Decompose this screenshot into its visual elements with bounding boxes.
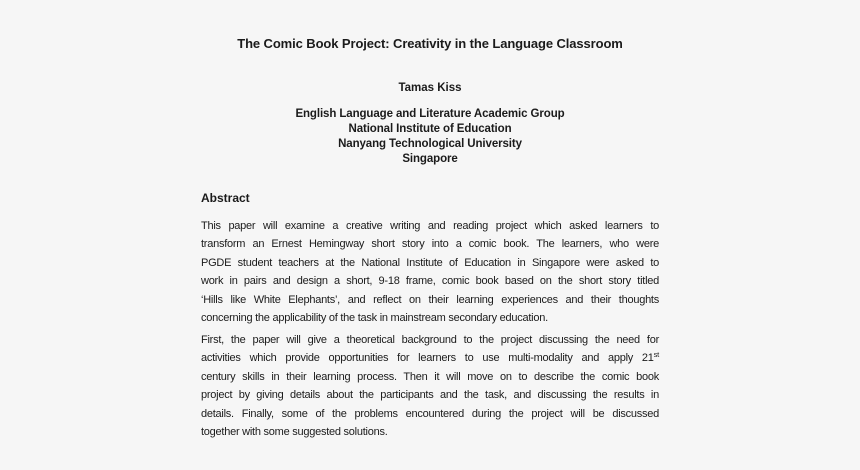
affiliation-line: Nanyang Technological University — [338, 138, 522, 150]
paragraph-line — [201, 349, 659, 367]
author-name: Tamas Kiss — [398, 82, 462, 94]
paper-title: The Comic Book Project: Creativity in the Language Classroom — [237, 36, 623, 51]
paragraph-line: concerning the applicability of the task in mainstream secondary education. — [201, 311, 548, 324]
paragraph-line: together with some suggested solutions. — [201, 425, 388, 438]
affiliation-line: English Language and Literature Academic Group — [295, 108, 565, 120]
paragraph-line: PGDE student teachers at the National Institute of Education in Singapore were asked to — [201, 256, 659, 269]
paragraph-line: project by giving details about the participants and the task, and discussing the results in — [201, 389, 659, 402]
ordinal-superscript: st — [653, 349, 659, 359]
affiliation-block — [201, 107, 659, 167]
paragraph-line: transform an Ernest Hemingway short story into a comic book. The learners, who were — [201, 238, 659, 251]
paragraph-line: This paper will examine a creative writing and reading project which asked learners to — [201, 220, 659, 232]
paragraph-line: work in pairs and design a short, 9-18 frame, comic book based on the short story titled — [201, 275, 659, 288]
abstract-paragraph-1 — [201, 217, 659, 327]
paper-content — [201, 0, 659, 470]
affiliation-line: National Institute of Education — [348, 123, 512, 135]
paragraph-line: details. Finally, some of the problems encountered during the project will be discussed — [201, 407, 659, 420]
abstract-heading: Abstract — [201, 191, 250, 205]
affiliation-line: Singapore — [402, 153, 458, 165]
paragraph-line-text: activities which provide opportunities for learners to use multi-modality and apply 21 — [201, 352, 654, 365]
paragraph-line: century skills in their learning process. Then it will move on to describe the comic book — [201, 370, 659, 383]
paragraph-line: First, the paper will give a theoretical background to the project discussing the need for — [201, 334, 659, 346]
paragraph-line: ‘Hills like White Elephants’, and reflect on their learning experiences and their thoughts — [201, 293, 659, 306]
abstract-paragraph-2 — [201, 331, 659, 441]
